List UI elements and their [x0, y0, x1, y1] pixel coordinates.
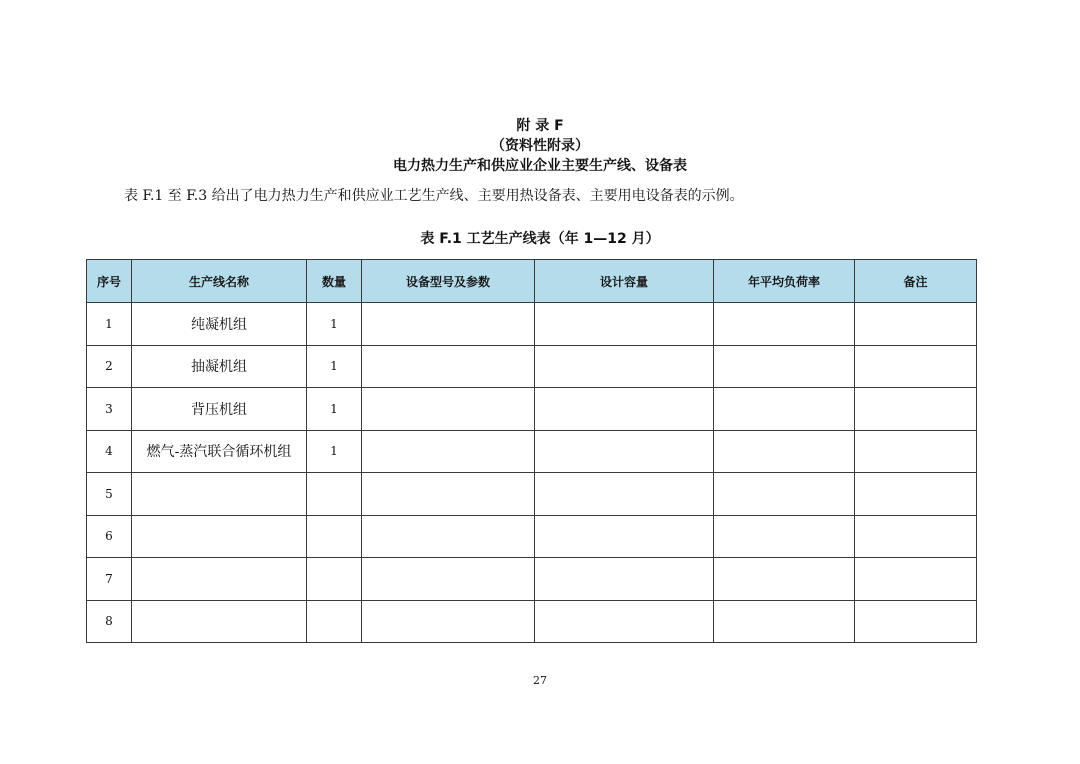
cell-load-rate	[714, 473, 855, 516]
header-load-rate: 年平均负荷率	[714, 260, 855, 303]
cell-line-name	[132, 600, 307, 643]
header-model-params: 设备型号及参数	[362, 260, 535, 303]
cell-quantity: 1	[307, 430, 362, 473]
cell-design-capacity	[535, 430, 714, 473]
table-caption: 表 F.1 工艺生产线表（年 1—12 月）	[420, 231, 660, 247]
page-number: 27	[533, 674, 547, 687]
cell-remark	[855, 600, 977, 643]
cell-serial-no: 1	[87, 303, 132, 346]
cell-load-rate	[714, 388, 855, 431]
cell-model-params	[362, 303, 535, 346]
cell-serial-no: 6	[87, 515, 132, 558]
header-serial-no: 序号	[87, 260, 132, 303]
production-line-table	[86, 259, 977, 643]
cell-serial-no: 3	[87, 388, 132, 431]
cell-design-capacity	[535, 388, 714, 431]
appendix-label: 附 录 F	[516, 118, 564, 134]
cell-line-name	[132, 473, 307, 516]
cell-quantity	[307, 473, 362, 516]
cell-load-rate	[714, 558, 855, 601]
cell-serial-no: 8	[87, 600, 132, 643]
cell-load-rate	[714, 430, 855, 473]
cell-model-params	[362, 558, 535, 601]
cell-serial-no: 7	[87, 558, 132, 601]
header-quantity: 数量	[307, 260, 362, 303]
header-line-name: 生产线名称	[132, 260, 307, 303]
cell-load-rate	[714, 303, 855, 346]
cell-design-capacity	[535, 600, 714, 643]
header-remark: 备注	[855, 260, 977, 303]
cell-remark	[855, 388, 977, 431]
table-row	[87, 388, 977, 431]
appendix-title: 电力热力生产和供应业企业主要生产线、设备表	[393, 158, 687, 174]
cell-model-params	[362, 473, 535, 516]
cell-load-rate	[714, 345, 855, 388]
cell-quantity: 1	[307, 303, 362, 346]
table-header-row	[87, 260, 977, 303]
cell-remark	[855, 473, 977, 516]
cell-line-name: 抽凝机组	[132, 345, 307, 388]
cell-design-capacity	[535, 515, 714, 558]
table-row	[87, 558, 977, 601]
intro-paragraph: 表 F.1 至 F.3 给出了电力热力生产和供应业工艺生产线、主要用热设备表、主要用电设备表的示例。	[124, 188, 744, 204]
cell-line-name	[132, 515, 307, 558]
cell-quantity	[307, 558, 362, 601]
table-row	[87, 515, 977, 558]
cell-remark	[855, 515, 977, 558]
cell-serial-no: 2	[87, 345, 132, 388]
cell-line-name: 燃气-蒸汽联合循环机组	[132, 430, 307, 473]
cell-serial-no: 5	[87, 473, 132, 516]
table-row	[87, 430, 977, 473]
cell-design-capacity	[535, 558, 714, 601]
cell-remark	[855, 558, 977, 601]
table-row	[87, 600, 977, 643]
cell-line-name: 纯凝机组	[132, 303, 307, 346]
cell-line-name: 背压机组	[132, 388, 307, 431]
cell-serial-no: 4	[87, 430, 132, 473]
cell-quantity	[307, 600, 362, 643]
cell-model-params	[362, 388, 535, 431]
header-design-capacity: 设计容量	[535, 260, 714, 303]
cell-model-params	[362, 515, 535, 558]
cell-design-capacity	[535, 345, 714, 388]
table-row	[87, 345, 977, 388]
table-row	[87, 473, 977, 516]
cell-remark	[855, 430, 977, 473]
cell-line-name	[132, 558, 307, 601]
cell-load-rate	[714, 600, 855, 643]
cell-quantity: 1	[307, 345, 362, 388]
table-row	[87, 303, 977, 346]
cell-design-capacity	[535, 473, 714, 516]
cell-quantity: 1	[307, 388, 362, 431]
cell-model-params	[362, 345, 535, 388]
cell-remark	[855, 303, 977, 346]
cell-model-params	[362, 600, 535, 643]
cell-remark	[855, 345, 977, 388]
cell-model-params	[362, 430, 535, 473]
cell-load-rate	[714, 515, 855, 558]
appendix-type: （资料性附录）	[491, 138, 589, 154]
cell-design-capacity	[535, 303, 714, 346]
cell-quantity	[307, 515, 362, 558]
